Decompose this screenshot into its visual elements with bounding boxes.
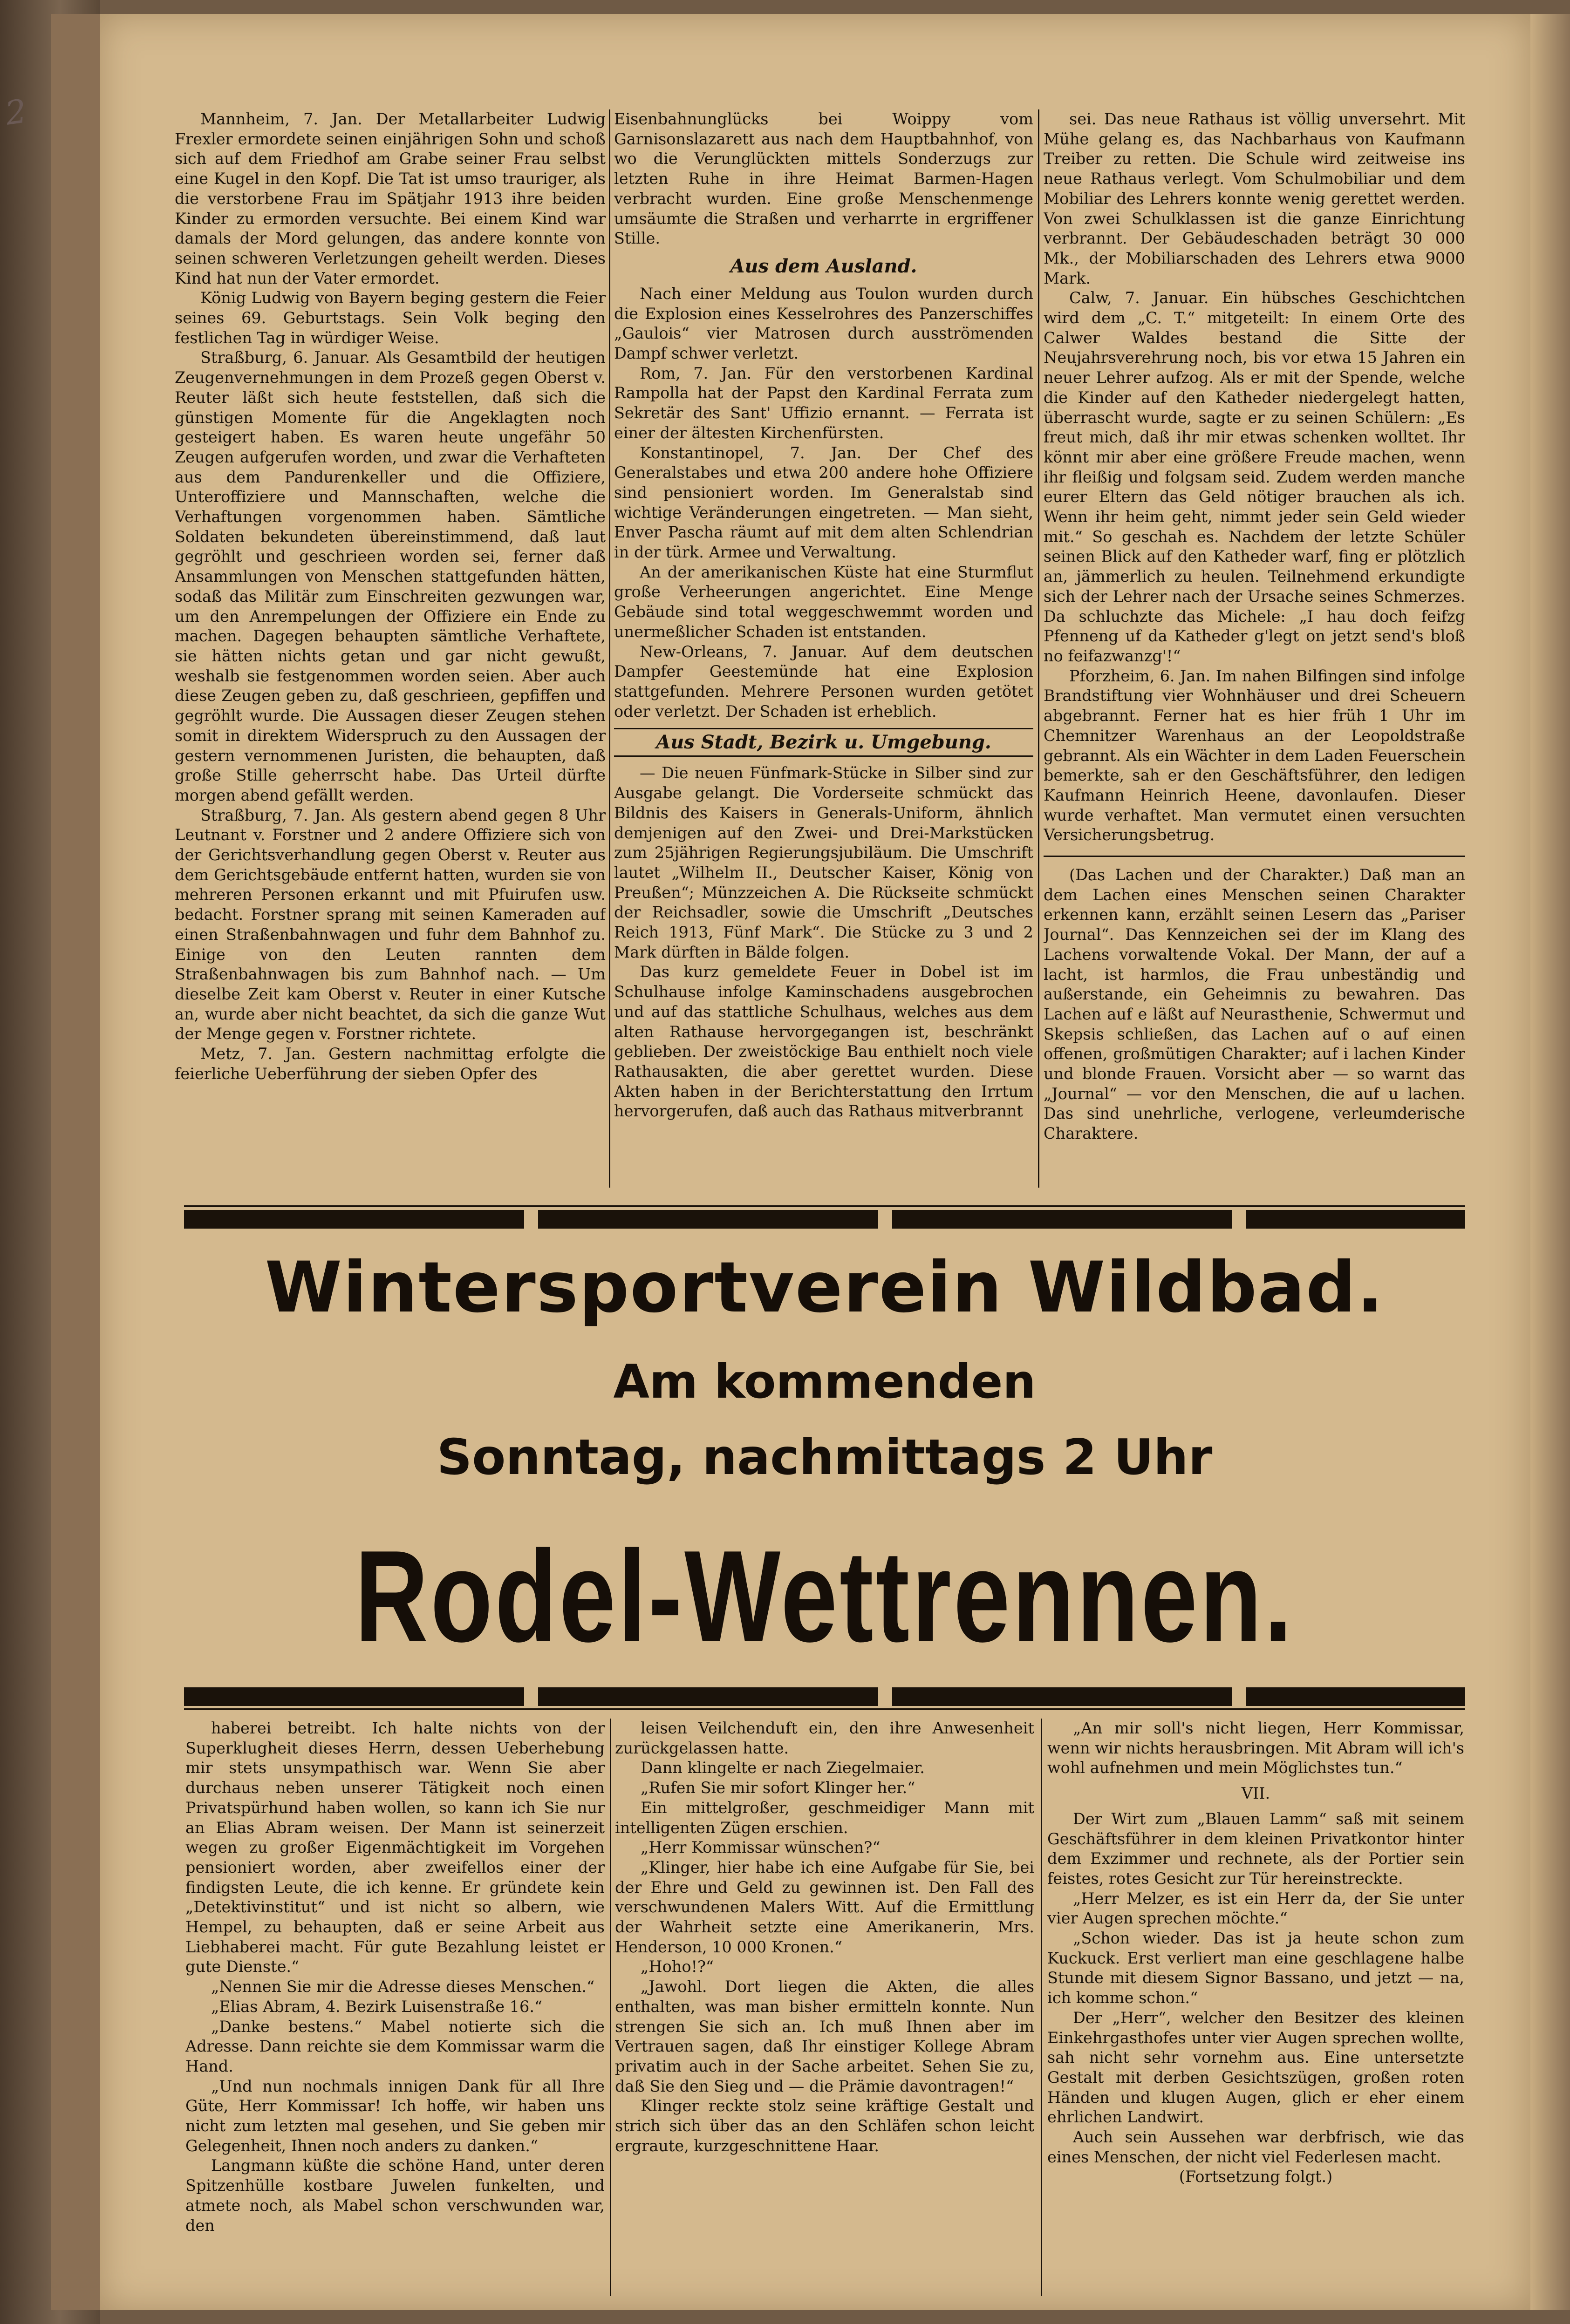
binding-spine — [51, 14, 102, 2310]
top-column-2 — [614, 109, 1033, 1195]
article-paragraph: Calw, 7. Januar. Ein hübsches Geschichtchen wird dem „C. T.“ mitgeteilt: In einem Orte des Calwer Waldes bestand die Sitte der Neujahrsverehrung noch, bis vor etwa 15 Jahren ein neuer Lehrer aufzog. Als er mit der Spende, welche die Kinder auf den Katheder niedergelegt hatten, überrascht wurde, sagte er zu seinen Schülern: „Es freut mich, daß ihr mir etwas schenken wolltet. Ihr könnt mir aber eine größere Freude machen, wenn ihr fleißig und folgsam seid. Zudem werden manche eurer Eltern das Geld nötiger brauchen als ich. Wenn ihr heim geht, nimmt jeder sein Geld wieder mit.“ So geschah es. Nachdem der letzte Schüler seinen Blick auf den Katheder warf, fing er plötzlich an, jämmerlich zu heulen. Teilnehmend erkundigte sich der Lehrer nach der Ursache seines Schmerzes. Da schluchzte das Michele: „I hau doch feifzg Pfenneng uf da Katheder g'legt on jetzt send's bloß no feifazwanzg'!“ — [1044, 289, 1465, 665]
story-paragraph: „Klinger, hier habe ich eine Aufgabe für Sie, bei der Ehre und Geld zu gewinnen ist. Den Fall des verschwundenen Malers Witt. Auf die Ermittlung der Wahrheit setzte eine Amerikanerin, Mrs. Henderson, 10 000 Kronen.“ — [615, 1858, 1034, 1956]
column-rule — [609, 109, 610, 1188]
article-lachen: (Das Lachen und der Charakter.) Daß man an dem Lachen eines Menschen seinen Charakter erkennen kann, erzählt seinen Lesern das „Pariser Journal“. Das Kennzeichen sei der im Klang des Lachens vorwaltende Vokal. Der Mann, der auf a lacht, ist harmlos, die Frau unbeständig und außerstande, ein Geheimnis zu bewahren. Das Lachen auf e läßt auf Neurasthenie, Schwermut und Skepsis schließen, das Lachen auf o auf einen offenen, großmütigen Charakter; auf i lachen Kinder und blonde Frauen. Vorsicht aber — so warnt das „Journal“ — vor den Menschen, die auf u lachen. Das sind unehrliche, verlogene, verleumderische Charaktere. — [1044, 866, 1465, 1143]
article-paragraph: Pforzheim, 6. Jan. Im nahen Bilfingen sind infolge Brandstiftung vier Wohnhäuser und drei Scheuern abgebrannt. Ferner hat es hier früh 1 Uhr im Chemnitzer Warenhaus an der Leopoldstraße gebrannt. Als ein Wächter in dem Laden Feuerschein bemerkte, sah er den Geschäftsführer, den ledigen Kaufmann Heinrich Heene, davonlaufen. Dieser wurde verhaftet. Man vermutet einen versuchten Versicherungsbetrug. — [1044, 666, 1465, 844]
article-paragraph: König Ludwig von Bayern beging gestern die Feier seines 69. Geburtstags. Sein Volk beging den festlichen Tag in würdiger Weise. — [175, 289, 606, 347]
continued-note: (Fortsetzung folgt.) — [1179, 2168, 1333, 2186]
story-paragraph: „Nennen Sie mir die Adresse dieses Menschen.“ — [211, 1977, 595, 1996]
ad-rule-thick — [184, 1210, 1465, 1229]
story-paragraph: Der „Herr“, welcher den Besitzer des kleinen Einkehrgasthofes unter vier Augen sprechen wollte, sah nicht sehr vornehm aus. Eine untersetzte Gestalt mit derben Gesichtszügen, großen roten Händen und klugen Augen, glich er eher einem ehrlichen Landwirt. — [1047, 2008, 1464, 2127]
article-paragraph: — Die neuen Fünfmark-Stücke in Silber sind zur Ausgabe gelangt. Die Vorderseite schmückt das Bildnis des Kaisers in Generals-Uniform, ähnlich demjenigen auf den Zwei- und Drei-Markstücken zum 25jährigen Regierungsjubiläum. Die Umschrift lautet „Wilhelm II., Deutscher Kaiser, König von Preußen“; Münzzeichen A. Die Rückseite schmückt der Reichsadler, sowie die Umschrift „Deutsches Reich 1913, Fünf Mark“. Die Stücke zu 3 und 2 Mark dürften in Bälde folgen. — [614, 764, 1033, 961]
ad-rule — [184, 1205, 1465, 1207]
column-rule — [610, 1719, 611, 2296]
top-column-1 — [175, 109, 606, 1195]
bottom-column-3 — [1047, 1719, 1464, 2301]
top-column-3 — [1044, 109, 1465, 1195]
story-paragraph: „Und nun nochmals innigen Dank für all Ihre Güte, Herr Kommissar! Ich hoffe, wir haben uns nicht zum letzten mal gesehen, und Sie geben mir Gelegenheit, Ihnen noch anders zu danken.“ — [185, 2077, 605, 2155]
bottom-column-2 — [615, 1719, 1034, 2301]
story-paragraph: „Schon wieder. Das ist ja heute schon zum Kuckuck. Erst verliert man eine geschlagene halbe Stunde mit diesem Signor Bassano, und jetzt — na, ich komme schon.“ — [1047, 1929, 1464, 2007]
article-paragraph: Metz, 7. Jan. Gestern nachmittag erfolgte die feierliche Ueberführung der sieben Opfer des — [175, 1045, 606, 1083]
article-paragraph: Konstantinopel, 7. Jan. Der Chef des Generalstabes und etwa 200 andere hohe Offiziere sind pensioniert worden. Im Generalstab sind wichtige Veränderungen eingetreten. — Man sieht, Enver Pascha räumt auf mit dem alten Schlendrian in der türk. Armee und Verwaltung. — [614, 443, 1033, 562]
article-paragraph: An der amerikanischen Küste hat eine Sturmflut große Verheerungen angerichtet. Eine Menge Gebäude sind total weggeschwemmt worden und unermeßlicher Schaden ist entstanden. — [614, 563, 1033, 641]
story-paragraph: Dann klingelte er nach Ziegelmaier. — [641, 1759, 925, 1777]
ad-line-time: Sonntag, nachmittags 2 Uhr — [437, 1429, 1213, 1486]
column-rule — [1041, 1719, 1042, 2296]
story-paragraph: leisen Veilchenduft ein, den ihre Anwesenheit zurückgelassen hatte. — [615, 1719, 1034, 1757]
separator-rule — [1044, 845, 1465, 857]
article-paragraph: Das kurz gemeldete Feuer in Dobel ist im Schulhause infolge Kaminschadens ausgebrochen und auf das stattliche Schulhaus, welches aus dem alten Rathause hervorgegangen ist, beschränkt geblieben. Der zweistöckige Bau enthielt noch viele Rathausakten, die aber gerettet wurden. Diese Akten haben in der Berichterstattung den Irrtum hervorgerufen, daß auch das Rathaus mitverbrannt — [614, 963, 1033, 1121]
bottom-column-1 — [185, 1719, 605, 2301]
ad-line-kommenden: Am kommenden — [613, 1354, 1036, 1409]
story-paragraph: „Herr Kommissar wünschen?“ — [641, 1838, 881, 1857]
article-paragraph: sei. Das neue Rathaus ist völlig unversehrt. Mit Mühe gelang es, das Nachbarhaus von Kaufmann Treiber zu retten. Die Schule wird zeitweise ins neue Rathaus verlegt. Vom Schulmobiliar und dem Mobiliar des Lehrers konnte wenig gerettet werden. Von zwei Schulklassen ist die ganze Einrichtung verbrannt. Der Gebäudeschaden beträgt 30 000 Mk., der Mobiliarschaden des Lehrers etwa 9000 Mark. — [1044, 110, 1465, 287]
book-binding — [0, 0, 100, 2324]
article-paragraph: Nach einer Meldung aus Toulon wurden durch die Explosion eines Kesselrohres des Panzerschiffes „Gaulois“ vier Matrosen durch ausströmenden Dampf schwer verletzt. — [614, 284, 1033, 363]
story-paragraph: „Rufen Sie mir sofort Klinger her.“ — [641, 1779, 915, 1797]
story-paragraph: „Herr Melzer, es ist ein Herr da, der Sie unter vier Augen sprechen möchte.“ — [1047, 1889, 1464, 1928]
section-heading-frame — [614, 728, 1033, 757]
story-paragraph: Klinger reckte stolz seine kräftige Gestalt und strich sich über das an den Schläfen schon leicht ergraute, kurzgeschnittene Haar. — [615, 2097, 1034, 2155]
story-paragraph: „Elias Abram, 4. Bezirk Luisenstraße 16.“ — [211, 1997, 543, 2016]
section-heading-ausland: Aus dem Ausland. — [730, 255, 917, 277]
story-paragraph: Auch sein Aussehen war derbfrisch, wie das eines Menschen, der nicht viel Federlesen macht. — [1047, 2128, 1464, 2166]
section-heading-stadt: Aus Stadt, Bezirk u. Umgebung. — [656, 731, 991, 754]
story-paragraph: Langmann küßte die schöne Hand, unter deren Spitzenhülle kostbare Juwelen funkelten, und atmete noch, als Mabel schon verschwunden war, den — [185, 2156, 605, 2235]
ad-rule — [184, 1708, 1465, 1710]
story-paragraph: „An mir soll's nicht liegen, Herr Kommissar, wenn wir nichts herausbringen. Mit Abram will ich's wohl aufnehmen und mein Möglichstes tun.“ — [1047, 1719, 1464, 1777]
article-paragraph: Eisenbahnunglücks bei Woippy vom Garnisonslazarett aus nach dem Hauptbahnhof, von wo die Verunglückten mittels Sonderzugs zur letzten Ruhe in ihre Heimat Barmen-Hagen verbracht wurden. Eine große Menschenmenge umsäumte die Straßen und verharrte in ergriffener Stille. — [614, 110, 1033, 248]
page-number: 2 — [3, 92, 29, 133]
ad-club-name: Wintersportverein Wildbad. — [265, 1247, 1385, 1328]
story-paragraph: „Hoho!?“ — [641, 1957, 714, 1976]
story-paragraph: haberei betreibt. Ich halte nichts von der Superklugheit dieses Herrn, dessen Ueberhebung mir stets unsympathisch war. Wenn Sie aber durchaus neben unserer Tätigkeit noch einen Privatspürhund haben wollen, so kann ich Sie nur an Elias Abram weisen. Der Mann ist seinerzeit wegen zu großer Eigenmächtigkeit im Vorgehen pensioniert worden, aber zweifellos einer der findigsten Leute, die ich kenne. Er gründete kein „Detektivinstitut“ und ist nicht so albern, wie Hempel, zu behaupten, daß er seine Arbeit aus Liebhaberei macht. Für gute Bezahlung leistet er gute Dienste.“ — [185, 1719, 605, 1976]
advertisement — [184, 1205, 1465, 1708]
chapter-number: VII. — [1241, 1784, 1270, 1803]
column-rule — [1038, 109, 1039, 1188]
article-paragraph: Rom, 7. Jan. Für den verstorbenen Kardinal Rampolla hat der Papst den Kardinal Ferrata zum Sekretär des Sant' Uffizio ernannt. — Ferrata ist einer der ältesten Kirchenfürsten. — [614, 364, 1033, 442]
article-paragraph: New-Orleans, 7. Januar. Auf dem deutschen Dampfer Geestemünde hat eine Explosion stattgefunden. Mehrere Personen wurden getötet oder verletzt. Der Schaden ist erheblich. — [614, 642, 1033, 720]
ad-event-title: Rodel-Wettrennen. — [355, 1524, 1295, 1669]
story-paragraph: „Jawohl. Dort liegen die Akten, die alles enthalten, was man bisher ermitteln konnte. Nun strengen Sie sich an. Ich muß Ihnen aber im Vertrauen sagen, daß Ihr einstiger Kollege Abram privatim auch in der Sache arbeitet. Sehen Sie zu, daß Sie den Sieg und — die Prämie davontragen!“ — [615, 1977, 1034, 2095]
article-paragraph: Straßburg, 7. Jan. Als gestern abend gegen 8 Uhr Leutnant v. Forstner und 2 andere Offiziere sich von der Gerichtsverhandlung gegen Oberst v. Reuter aus dem Gerichtsgebäude entfernt hatten, wurden sie von mehreren Personen erkannt und mit Pfuirufen usw. bedacht. Forstner sprang mit seinen Kameraden auf einen Straßenbahnwagen und fuhr dem Bahnhof zu. Einige von den Leuten rannten dem Straßenbahnwagen bis zum Bahnhof nach. — Um dieselbe Zeit kam Oberst v. Reuter in einer Kutsche an, wurde aber nicht beachtet, da sich die ganze Wut der Menge gegen v. Forstner richtete. — [175, 806, 606, 1043]
story-paragraph: Der Wirt zum „Blauen Lamm“ saß mit seinem Geschäftsführer in dem kleinen Privatkontor hinter dem Exzimmer und rechnete, als der Portier sein feistes, rotes Gesicht zur Tür hereinstreckte. — [1047, 1809, 1464, 1888]
ad-rule-thick — [184, 1687, 1465, 1706]
story-paragraph: Ein mittelgroßer, geschmeidiger Mann mit intelligenten Zügen erschien. — [615, 1798, 1034, 1837]
page-edge — [1530, 14, 1570, 2310]
article-paragraph: Straßburg, 6. Januar. Als Gesamtbild der heutigen Zeugenvernehmungen in dem Prozeß gegen Oberst v. Reuter läßt sich heute feststellen, daß sich die günstigen Momente für die Angeklagten noch gesteigert haben. Es waren heute ungefähr 50 Zeugen aufgerufen worden, und zwar die Verhafteten aus dem Pandurenkeller und die Offiziere, Unteroffiziere und Mannschaften, welche die Verhaftungen vorgenommen haben. Sämtliche Soldaten bekundeten übereinstimmend, daß laut gegröhlt und geschrieen worden sei, ferner daß Ansammlungen von Menschen stattgefunden hätten, sodaß das Militär zum Einschreiten gezwungen war, um den Anrempelungen der Offiziere ein Ende zu machen. Dagegen behaupten sämtliche Verhaftete, sie hätten nichts getan und gar nicht gewußt, weshalb sie festgenommen worden seien. Aber auch diese Zeugen geben zu, daß geschrieen, gepfiffen und gegröhlt wurde. Die Aussagen dieser Zeugen stehen somit in direktem Widerspruch zu den Aussagen der gestern vernommenen Juristen, die behaupten, daß große Stille geherrscht habe. Das Urteil dürfte morgen abend gefällt werden. — [175, 348, 606, 804]
story-paragraph: „Danke bestens.“ Mabel notierte sich die Adresse. Dann reichte sie dem Kommissar warm die Hand. — [185, 2017, 605, 2075]
article-paragraph: Mannheim, 7. Jan. Der Metallarbeiter Ludwig Frexler ermordete seinen einjährigen Sohn und schoß sich auf dem Friedhof am Grabe seiner Frau selbst eine Kugel in den Kopf. Die Tat ist umso trauriger, als die verstorbene Frau im Spätjahr 1913 ihre beiden Kinder zu ermorden versuchte. Bei einem Kind war damals der Mord gelungen, das andere konnte von seinen schweren Verletzungen geheilt werden. Dieses Kind hat nun der Vater ermordet. — [175, 110, 606, 287]
